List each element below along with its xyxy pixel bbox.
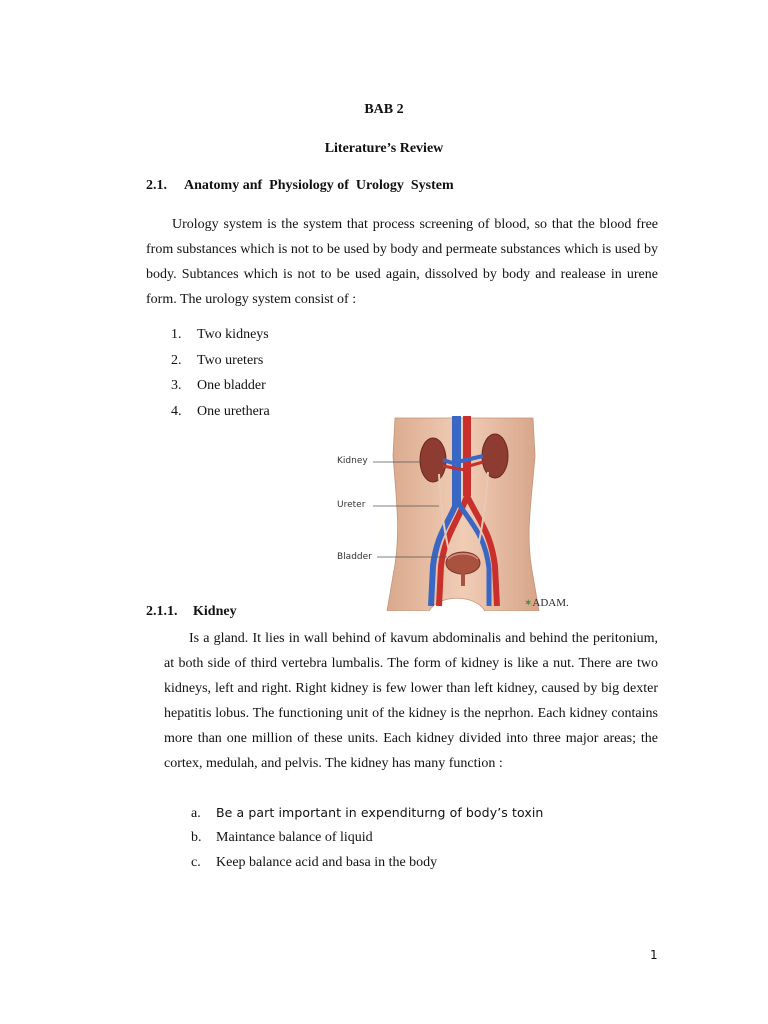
list-item: a. Be a part important in expenditurng of body’s toxin bbox=[191, 805, 544, 821]
adam-logo-icon: ✶ bbox=[524, 598, 533, 609]
kidney-label: Kidney bbox=[337, 456, 368, 466]
ureter-label: Ureter bbox=[337, 500, 366, 510]
subsection-heading bbox=[146, 604, 237, 620]
urinary-system-illustration bbox=[335, 416, 580, 611]
list-item: 1. Two kidneys bbox=[171, 327, 269, 342]
functions-list bbox=[191, 804, 543, 881]
list-item: b. Maintance balance of liquid bbox=[191, 829, 373, 845]
bladder-label: Bladder bbox=[337, 552, 372, 562]
section-number: 2.1. bbox=[146, 178, 167, 193]
list-item: 4. One urethera bbox=[171, 403, 270, 419]
subsection-number: 2.1.1. bbox=[146, 604, 178, 619]
figure-credit: ✶ADAM. bbox=[524, 597, 569, 609]
urology-figure bbox=[335, 416, 580, 611]
subsection-title: Kidney bbox=[193, 604, 237, 619]
components-list bbox=[171, 327, 270, 429]
section-title: Anatomy anf Physiology of Urology System bbox=[184, 178, 454, 193]
list-item: 3. One bladder bbox=[171, 378, 266, 393]
chapter-subtitle: Literature’s Review bbox=[324, 141, 444, 156]
section-heading bbox=[146, 178, 454, 194]
kidney-paragraph: Is a gland. It lies in wall behind of kavum abdominalis and behind the peritonium, at both side of third vertebra lumbalis. The form of kidney is like a nut. There are two kidneys, left and right. Right kidney is few lower than left kidney, caused by big dexter hepatitis lobus. The functioning unit of the kidney is the neprhon. Each kidney contains more than one million of these units. Each kidney divided into three major areas; the cortex, medulah, and pelvis. The kidney has many function : bbox=[164, 631, 658, 771]
list-item: c. Keep balance acid and basa in the body bbox=[191, 855, 438, 870]
intro-paragraph: Urology system is the system that process screening of blood, so that the blood free from substances which is not to be used by body and permeate substances which is used by body. Subtances which is not to be used again, dissolved by body and realease in urene form. The urology system consist of : bbox=[146, 217, 658, 307]
chapter-heading: BAB 2 bbox=[364, 102, 404, 117]
page-number: 1 bbox=[650, 948, 658, 962]
list-item: 2. Two ureters bbox=[171, 352, 264, 368]
